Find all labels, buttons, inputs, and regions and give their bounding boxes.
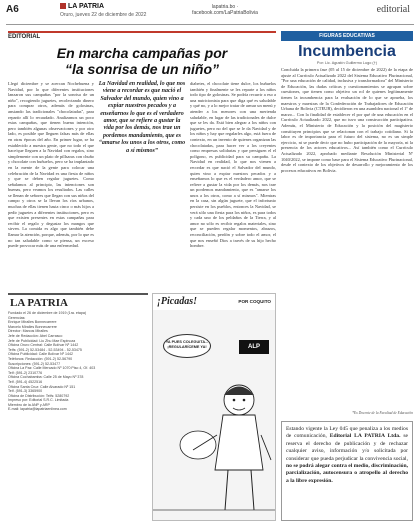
- opinion-title: Incumbencia: [298, 43, 396, 60]
- social-links[interactable]: lapatria.bo · facebook.com/LaPatriaBolivia: [192, 4, 258, 16]
- opinion-section-label: FIGURAS EDUCATIVAS: [281, 31, 413, 41]
- logo-text: LA PATRIA: [68, 3, 105, 10]
- cartoon-sign: ALP: [239, 340, 269, 354]
- masthead-line: Suscripciones: (591-2) 52-53477: [8, 361, 61, 366]
- editorial-title: [8, 45, 276, 77]
- masthead-line: Enrique Miralles Bonnecarrere: [8, 320, 57, 325]
- masthead-line: Oficina Oruro Central: Calle Bolívar Nº 1442: [8, 343, 79, 348]
- masthead-line: Telf. (591-3) 3365900: [8, 389, 43, 394]
- opinion-author: Por: Lic. Agustín Guillermo Lugo (†): [316, 61, 378, 65]
- notice-text-2: se reserva el derecho de publicación y de rechazar cualquier aviso, información y/o solicitada por considerar que pueda perjudicar la convivencia social,: [286, 433, 408, 462]
- page-number: A6: [6, 4, 19, 15]
- masthead-line: Jefe de Publicidad: Liu Zhu Mae Espinoza: [8, 338, 76, 343]
- masthead-line: Telf: (591-2) 2310776: [8, 370, 43, 375]
- masthead-line: Oficina Santa Cruz: Calle Alvarado Nº 151: [8, 384, 76, 389]
- cartoon-speech-bubble: YA PUES COLEGUITA... ¡REGULARÍCEME YA!: [163, 334, 211, 358]
- cartoon-eye-right: [243, 399, 246, 402]
- masthead-line: Oficina de Distribución: Telfs: 5280792: [8, 393, 70, 398]
- masthead-line: Marcelo Miralles Bonnecarrere: [8, 324, 57, 329]
- logo-flag-icon: [60, 3, 66, 9]
- opinion-column: [281, 31, 413, 415]
- masthead-line: Jefe de Redacción: Abel Carrasco: [8, 333, 63, 338]
- editorial-pull-quote: La Navidad en realidad, lo que nos viene a recordar es que nació el Salvador del mundo, quien vino a expiar nuestros pecados y a enseñarnos lo que es el verdadero amor, que se refiere a gustar la vida por los demás, nos trae un pordemos mandamiento, que es “amarse los unos a los otros, como a sí mismos”: [98, 81, 186, 154]
- opinion-body: Concluida la primera fase (05 al 15 de diciembre de 2022) de la etapa de ajuste al Currículo Actualizado 2022 del Sistema Educativo Plurinacional, "Por una educación de calidad, inclusiva y transformadora" del Ministerio de Educación, las dudas críticas y cuestionamientos se agrupan sobre cuestiones, que tienen como objetivo un rol de quienes legítimamente tienen la incumbencia para la evaluación de lo que se aprueba, los maestros y maestras de la Confederación de Trabajadores de Educación Urbana de Bolivia (CTEUB), decidieron en una asamblea nacional el 1º de marzo... Con la finalidad de establecer el por qué de una educación en el Currículo Actualizado 2022, que no tuvo una construcción participativa. Además, el Ministerio de Educación y la posición del magisterio constituyen principios que se relacionan con el trabajo cotidiano. Si la labor es de importancia para el futuro del sistema, no es un simple ejercicio, ni se puede decir que no hubo participación de la mayoría, ni la presencia de los actores educativos... Así también como el Currículo Actualizado 2022, aprobado mediante Resolución Ministerial Nº 1040/2022, se impone como base para el Sistema Educativo Plurinacional, desde el contexto de los objetivos de desarrollo y mejoramiento de los procesos educativos en Bolivia.: [281, 67, 413, 173]
- opinion-signature: *Ex Docente de la Facultad de Educación: [352, 411, 413, 415]
- newspaper-logo: [60, 3, 104, 10]
- notice-warning: no se podrá alegar contra el medio, discriminación, parcialización, autocensura o atropello al derecho a la libre expresión.: [286, 463, 408, 484]
- section-title: editorial: [376, 4, 410, 15]
- masthead-title: LA PATRIA: [10, 297, 68, 309]
- header-divider: [6, 24, 414, 25]
- cartoon-body: [215, 415, 263, 470]
- masthead-box: [8, 293, 148, 521]
- masthead-line: Gerencias:: [8, 315, 26, 320]
- cartoon-cloud: [180, 431, 216, 459]
- cartoon-panel: [152, 293, 276, 521]
- editorial-column-1: Llegó diciembre y se acercan Nochebuena y Navidad, por lo que diferentes instituciones lanzaron sus campañas "por la sonrisa de un niño", recogiendo juguetes, recolectando dinero para comprar otros, además de golosinas, ansiando las tradicionales "chocolatadas", para repartir allí lo recaudado. Analizamos un poco estas campañas, que tienen buena intención, pero también algunas observaciones y por otro lado, es posible que lleguen falsas más de ellas en otras épocas del año. En primer lugar, se ha establecido a nuestra gente, que no todo el que hace/que lleguen a la Navidad con regalos, sino simplemente con un plato de pillsaras con chuño y chocolate con buñuelos, pero se ha implantado en la mente de la gente para colocar una celebración de la Navidad es una fiesta de niños y que se deben regalar juguetes. Como señalamos al principio, las intenciones son buenas, pero veamos los resultados. Las calles se llenan de señores que llegan con sus niños del campo y otros se la llevan los ríos urbanos, muchas de ellas tienen hasta cinco o más hijos a pedir juguetes a diferentes instituciones, pero es que existen presentes en estas campañas para recibir el regalo y degustar los mangos que sirven. La comida es algo que también debe llamar la atención, porque, además, por lo que es no tan saludable como se piensa, un exceso puede provocar más de una enfermedad.: [8, 81, 94, 249]
- legal-notice: [281, 421, 413, 521]
- cartoon-author: POR COQUITO: [238, 299, 271, 304]
- cartoon-eye-left: [233, 399, 236, 402]
- editorial-title-line2: “la sonrisa de un niño”: [64, 61, 220, 77]
- masthead-line: Oficina La Paz: Calle Mercado Nº 1070 Piso 4, Of. 403: [8, 366, 96, 371]
- cartoon-title: ¡Picadas!: [157, 296, 197, 307]
- masthead-line: Oficina Cochabamba: Calle 25 de Mayo Nº 378: [8, 375, 84, 380]
- masthead-line: Director: Marcos Miralles: [8, 329, 48, 334]
- masthead-line: Teléfonos: Redacción: (591-2) 52-56790: [8, 356, 73, 361]
- notice-publisher: Editorial LA PATRIA Ltda.: [329, 433, 401, 440]
- masthead-line: Miembro de la ANP y ARP: [8, 402, 50, 407]
- editorial-article: [8, 31, 276, 286]
- masthead-line: Oficina Publicidad: Calle Bolívar Nº 1442: [8, 352, 74, 357]
- masthead-line: Fundado el 26 de diciembre de 1919 (1ra. etapa): [8, 311, 87, 315]
- date-line: Oruro, jueves 22 de diciembre de 2022: [60, 12, 147, 18]
- editorial-label: EDITORIAL: [8, 31, 276, 41]
- notice-text-1: Estando vigente la Ley 045 que penaliza a los medios de comunicación,: [286, 426, 408, 440]
- masthead-line: Telfs: (591-2) 52-53484 - 52-53494 - 52-53475: [8, 347, 82, 352]
- masthead-lines: [8, 311, 148, 412]
- masthead-line: E-mail: lapatria@lapatriaenlinea.com: [8, 407, 67, 412]
- editorial-column-2: diabetes, el chocolate tiene dulce, los buñuelos también y finalmente se les reparte a los niños todo tipo de golosinas. Se podría recurrir a eso a una nutricionista para que diga qué es saludable y qué no, y a lo mejor tratar de armar un menú y atender a los menores con una merienda saludable, en lugar de las tradicionales de dulce que se les da. Está bien alegrar a los niños con juguetes, pero no del que se le da Navidad y de los niños y hay que regalarles algo, está fuera de contexto, en un invento de quienes organizan las chocolatadas, para hacer ver a los creyentes como empresas solidarias y que persiguen el el polígono, es publicidad para su campaña. La Navidad en realidad, lo que nos vienen a recordar es que nació el Salvador del mundo, quien vino a expiar nuestros pecados y a enseñarnos lo que es el verdadero amor, que se refiere a gustar la vida por los demás, nos trae un pordemos mandamiento, que es "amarse los unos a los otros, como a sí mismos". Mientras en la casa, sin algún juguete, que el infortunio persiste en los pueblos, entonces la Navidad, se verá sólo una fiesta para los niños, es para todos y cada uno de los peldaños de la Tierra, y al amor no sólo es recibir regalos materiales, sino que se pueden regalar momentos, abrazos, reconciliación, perdón y sobre todo el amor, el que nos enseñó Dios a través de su hijo hecho hombre.: [190, 81, 276, 249]
- masthead-line: Impreso por: Editorial S.R.C. Limitada: [8, 398, 69, 403]
- editorial-title-line1: En marcha campañas por: [56, 45, 228, 61]
- masthead-line: Telf. (591-4) 4522516: [8, 379, 43, 384]
- page-header: [0, 0, 420, 26]
